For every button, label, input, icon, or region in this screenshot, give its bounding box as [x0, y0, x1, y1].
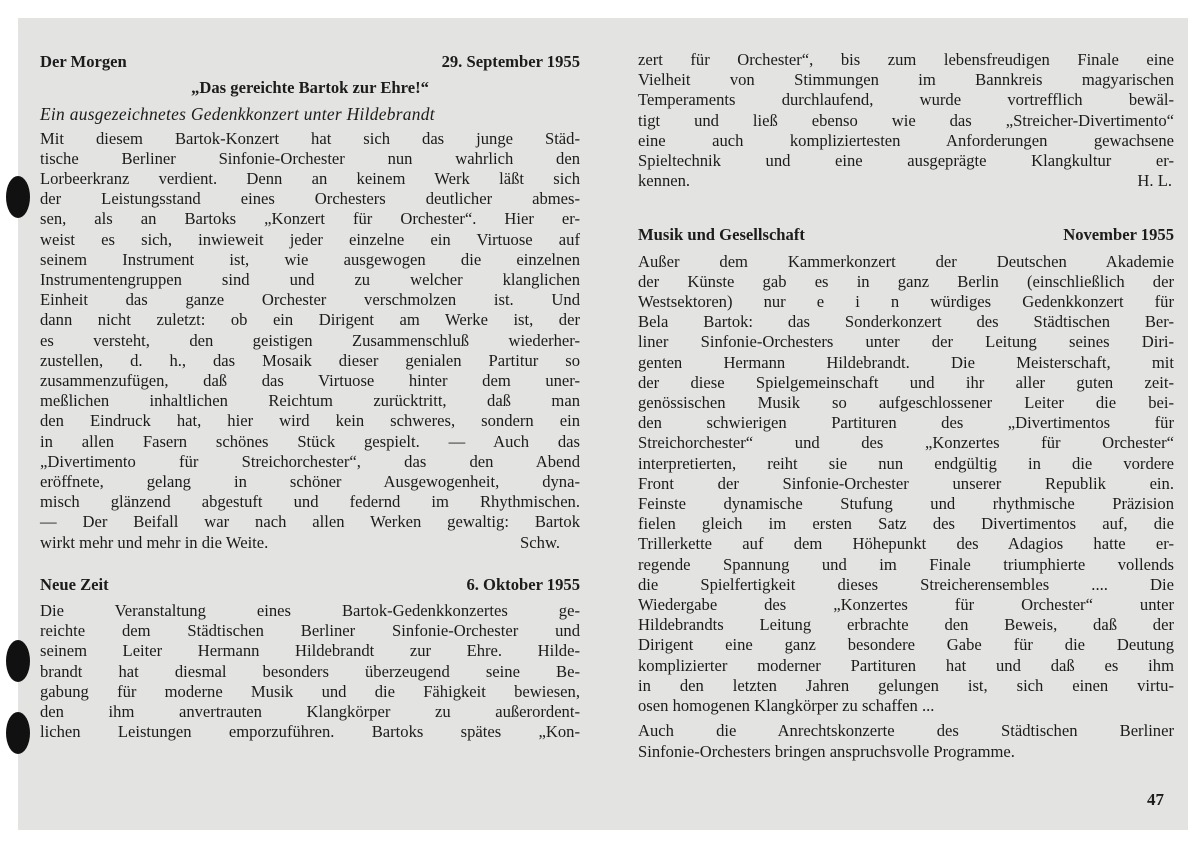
article-last-line: [638, 171, 1174, 191]
text-line: die Spielfertigkeit dieses Streicherensembles .... Die: [638, 574, 1174, 594]
text-line: den Eindruck hat, hier wird kein schweres, sondern ein: [40, 411, 580, 431]
text-line: in den letzten Jahren gelungen ist, sich einen virtu-: [638, 675, 1174, 695]
text-line: tigt und ließ ebenso wie das „Streicher-Divertimento“: [638, 110, 1174, 130]
text-line: misch glänzend abgestuft und federnd im Rhythmischen.: [40, 492, 580, 512]
text-line: Auch die Anrechtskonzerte des Städtischen Berliner: [638, 721, 1174, 741]
text-line: „Divertimento für Streichorchester“, das den Abend: [40, 451, 580, 471]
text-line: interpretierten, reiht sie nun endgültig in die vordere: [638, 453, 1174, 473]
binder-hole: [6, 640, 30, 682]
text-line: es versteht, den geistigen Zusammenschluß wiederher-: [40, 330, 580, 350]
article-body: [638, 50, 1174, 171]
text-line: Spieltechnik und eine ausgeprägte Klangkultur er-: [638, 151, 1174, 171]
text-line: weist es sich, inwieweit jeder einzelne ein Virtuose auf: [40, 229, 580, 249]
article-date: 29. September 1955: [441, 52, 580, 71]
binder-hole: [6, 712, 30, 754]
text-line: Westsektoren) nur e i n würdiges Gedenkkonzert für: [638, 292, 1174, 312]
text-line: komplizierter moderner Partituren hat und daß es ihm: [638, 655, 1174, 675]
text-line: Hildebrandts Leitung erbrachte den Beweis, daß der: [638, 615, 1174, 635]
text-line: eröffnete, gelang in schöner Ausgewogenheit, dyna-: [40, 472, 580, 492]
article-closing: [638, 721, 1174, 761]
text-line: zert für Orchester“, bis zum lebensfreudigen Finale eine: [638, 50, 1174, 69]
text-line: genössischen Musik so aufgeschlossener Leiter die bei-: [638, 393, 1174, 413]
text-line: der Künste gab es in ganz Berlin (einschließlich der: [638, 271, 1174, 291]
article-signature: Schw.: [520, 532, 560, 552]
article-body: [638, 252, 1174, 696]
text-line: Wiedergabe des „Konzertes für Orchester“ unter: [638, 595, 1174, 615]
text-line: regende Spannung und im Finale triumphierte vollends: [638, 554, 1174, 574]
article-header: [638, 225, 1174, 245]
text-line: in allen Fasern schönes Stück gespielt. — Auch das: [40, 431, 580, 451]
text-line: dann nicht zuletzt: ob ein Dirigent am Werke ist, der: [40, 310, 580, 330]
text-line: Außer dem Kammerkonzert der Deutschen Akademie: [638, 251, 1174, 271]
text-line: kennen.: [638, 171, 691, 191]
article-title: „Das gereichte Bartok zur Ehre!“: [191, 78, 429, 98]
binder-hole: [6, 176, 30, 218]
text-line: zustellen, d. h., das Mosaik dieser genialen Partitur so: [40, 350, 580, 370]
text-line: Feinste dynamische Stufung und rhythmische Präzision: [638, 494, 1174, 514]
text-line: Front der Sinfonie-Orchester unserer Republik ein.: [638, 473, 1174, 493]
article-body: [40, 129, 580, 533]
text-line: Bela Bartok: das Sonderkonzert des Städtischen Ber-: [638, 312, 1174, 332]
text-line: Lorbeerkranz verdient. Denn an keinem Werk läßt sich: [40, 169, 580, 189]
left-column: [40, 52, 580, 743]
text-line: Dirigent eine ganz besondere Gabe für die Deutung: [638, 635, 1174, 655]
article-signature: H. L.: [1137, 171, 1172, 191]
text-line: seinem Instrument ist, wie ausgewogen die einzelnen: [40, 249, 580, 269]
text-line: liner Sinfonie-Orchesters unter der Leitung seines Diri-: [638, 332, 1174, 352]
text-line: Die Veranstaltung eines Bartok-Gedenkkonzertes ge-: [40, 601, 580, 621]
text-line: Mit diesem Bartok-Konzert hat sich das junge Städ-: [40, 128, 580, 148]
text-line: Einheit das ganze Orchester verschmolzen ist. Und: [40, 290, 580, 310]
text-line: brandt hat diesmal besonders überzeugend seine Be-: [40, 661, 580, 681]
page-number: 47: [1147, 790, 1164, 809]
text-line: — Der Beifall war nach allen Werken gewaltig: Bartok: [40, 512, 580, 532]
book-page: [18, 18, 1188, 830]
text-line: der diese Spielgemeinschaft und ihr aller guten zeit-: [638, 372, 1174, 392]
article-body: [40, 601, 580, 742]
text-line: reichte dem Städtischen Berliner Sinfonie-Orchester und: [40, 621, 580, 641]
text-line: Instrumentengruppen sind und zu welcher klanglichen: [40, 270, 580, 290]
text-line: osen homogenen Klangkörper zu schaffen ...: [638, 696, 935, 716]
text-line: wirkt mehr und mehr in die Weite.: [40, 532, 269, 552]
article-source: Musik und Gesellschaft: [638, 225, 805, 245]
right-column: [638, 50, 1174, 762]
article-last-line: [40, 533, 580, 553]
text-line: lichen Leistungen emporzuführen. Bartoks spätes „Kon-: [40, 722, 580, 742]
text-line: genten Hermann Hildebrandt. Die Meisterschaft, mit: [638, 352, 1174, 372]
text-line: den ihm anvertrauten Klangkörper zu außerordent-: [40, 702, 580, 722]
article-date: November 1955: [1063, 225, 1174, 245]
article-header: [40, 575, 580, 595]
article-source: Neue Zeit: [40, 574, 109, 594]
text-line: Temperaments durchlaufend, wurde vortrefflich bewäl-: [638, 90, 1174, 110]
text-line: fielen gleich im ersten Satz des Divertimentos auf, die: [638, 514, 1174, 534]
text-line: Vielheit von Stimmungen im Bannkreis magyarischen: [638, 70, 1174, 90]
article-subtitle: Ein ausgezeichnetes Gedenkkonzert unter Hildebrandt: [40, 104, 435, 125]
text-line: seinem Leiter Hermann Hildebrandt zur Ehre. Hilde-: [40, 641, 580, 661]
text-line: den schwierigen Partituren des „Divertimentos für: [638, 413, 1174, 433]
text-line: meßlichen inhaltlichen Reichtum zurücktritt, daß man: [40, 391, 580, 411]
text-line: sen, als an Bartoks „Konzert für Orchester“. Hier er-: [40, 209, 580, 229]
text-line: gabung für moderne Musik und die Fähigkeit bewiesen,: [40, 681, 580, 701]
text-line: Streichorchester“ und des „Konzertes für Orchester“: [638, 433, 1174, 453]
text-line: der Leistungsstand eines Orchesters deutlicher abmes-: [40, 189, 580, 209]
article-header: [40, 52, 580, 72]
article-date: 6. Oktober 1955: [466, 574, 580, 594]
text-line: eine auch kompliziertesten Anforderungen gewachsene: [638, 130, 1174, 150]
text-line: Sinfonie-Orchesters bringen anspruchsvolle Programme.: [638, 741, 1015, 761]
text-line: zusammenzufügen, daß das Virtuose hinter dem uner-: [40, 371, 580, 391]
text-line: tische Berliner Sinfonie-Orchester nun wahrlich den: [40, 148, 580, 168]
text-line: Trillerkette auf dem Höhepunkt des Adagios hatte er-: [638, 534, 1174, 554]
article-source: Der Morgen: [40, 52, 127, 71]
